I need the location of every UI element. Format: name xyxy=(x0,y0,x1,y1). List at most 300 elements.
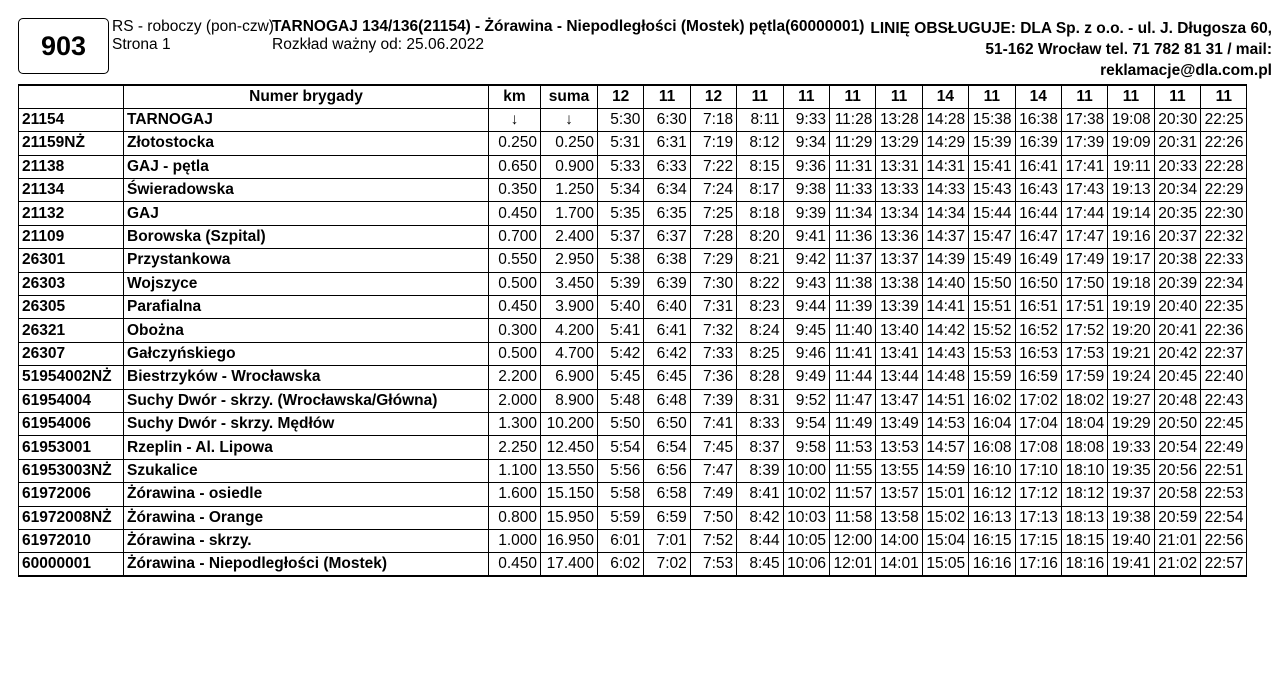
table-row xyxy=(19,366,1247,389)
brigade-number: 14 xyxy=(922,85,968,108)
stop-name: Żórawina - skrzy. xyxy=(124,529,489,552)
departure-time: 6:41 xyxy=(644,319,690,342)
departure-time: 17:49 xyxy=(1061,249,1107,272)
km-value: 0.800 xyxy=(489,506,541,529)
departure-time: 15:52 xyxy=(969,319,1015,342)
stop-code: 26305 xyxy=(19,296,124,319)
departure-time: 7:53 xyxy=(690,553,736,576)
departure-time: 7:25 xyxy=(690,202,736,225)
departure-time: 17:08 xyxy=(1015,436,1061,459)
departure-time: 5:48 xyxy=(598,389,644,412)
departure-time: 8:15 xyxy=(737,155,783,178)
departure-time: 20:45 xyxy=(1154,366,1200,389)
departure-time: 17:02 xyxy=(1015,389,1061,412)
departure-time: 14:57 xyxy=(922,436,968,459)
departure-time: 5:30 xyxy=(598,108,644,131)
departure-time: 5:58 xyxy=(598,483,644,506)
sum-value: 6.900 xyxy=(541,366,598,389)
stop-code: 21138 xyxy=(19,155,124,178)
page-number: Strona 1 xyxy=(112,36,171,53)
departure-time: 13:57 xyxy=(876,483,922,506)
departure-time: 5:41 xyxy=(598,319,644,342)
departure-time: 13:34 xyxy=(876,202,922,225)
departure-time: 14:34 xyxy=(922,202,968,225)
departure-time: 16:08 xyxy=(969,436,1015,459)
stop-name: Suchy Dwór - skrzy. Mędłów xyxy=(124,412,489,435)
departure-time: 6:50 xyxy=(644,412,690,435)
departure-time: 16:59 xyxy=(1015,366,1061,389)
departure-time: 10:02 xyxy=(783,483,829,506)
departure-time: 7:32 xyxy=(690,319,736,342)
departure-time: 13:44 xyxy=(876,366,922,389)
departure-time: 18:10 xyxy=(1061,459,1107,482)
departure-time: 5:45 xyxy=(598,366,644,389)
departure-time: 20:54 xyxy=(1154,436,1200,459)
departure-time: 5:34 xyxy=(598,179,644,202)
departure-time: 11:57 xyxy=(829,483,875,506)
departure-time: 9:34 xyxy=(783,132,829,155)
stop-code: 21109 xyxy=(19,225,124,248)
departure-time: 13:37 xyxy=(876,249,922,272)
departure-time: 16:02 xyxy=(969,389,1015,412)
departure-time: 14:59 xyxy=(922,459,968,482)
departure-time: 19:27 xyxy=(1108,389,1154,412)
table-row xyxy=(19,342,1247,365)
departure-time: 17:13 xyxy=(1015,506,1061,529)
departure-time: 18:16 xyxy=(1061,553,1107,576)
departure-time: 19:18 xyxy=(1108,272,1154,295)
departure-time: 13:41 xyxy=(876,342,922,365)
km-value: 2.250 xyxy=(489,436,541,459)
table-row xyxy=(19,553,1247,576)
stop-name: Żórawina - Niepodległości (Mostek) xyxy=(124,553,489,576)
schedule-type: RS - roboczy (pon-czw) xyxy=(112,18,274,35)
departure-time: 22:51 xyxy=(1201,459,1247,482)
departure-time: 15:05 xyxy=(922,553,968,576)
departure-time: 15:59 xyxy=(969,366,1015,389)
departure-time: 6:35 xyxy=(644,202,690,225)
departure-time: 17:43 xyxy=(1061,179,1107,202)
departure-time: 17:39 xyxy=(1061,132,1107,155)
departure-time: 8:22 xyxy=(737,272,783,295)
departure-time: 7:02 xyxy=(644,553,690,576)
departure-time: 9:41 xyxy=(783,225,829,248)
departure-time: 17:16 xyxy=(1015,553,1061,576)
departure-time: 8:17 xyxy=(737,179,783,202)
sum-value: 4.700 xyxy=(541,342,598,365)
departure-time: 20:48 xyxy=(1154,389,1200,412)
operator-line-2: 51-162 Wrocław tel. 71 782 81 31 / mail: xyxy=(985,41,1272,58)
brigade-number: 11 xyxy=(829,85,875,108)
departure-time: 14:53 xyxy=(922,412,968,435)
schedule-info xyxy=(112,18,274,54)
departure-time: 7:50 xyxy=(690,506,736,529)
stop-name: Suchy Dwór - skrzy. (Wrocławska/Główna) xyxy=(124,389,489,412)
km-value: 1.100 xyxy=(489,459,541,482)
departure-time: 9:39 xyxy=(783,202,829,225)
departure-time: 12:01 xyxy=(829,553,875,576)
departure-time: 14:40 xyxy=(922,272,968,295)
departure-time: 18:08 xyxy=(1061,436,1107,459)
departure-time: 8:44 xyxy=(737,529,783,552)
departure-time: 16:15 xyxy=(969,529,1015,552)
stop-code: 26307 xyxy=(19,342,124,365)
operator-line-1: LINIĘ OBSŁUGUJE: DLA Sp. z o.o. - ul. J. Długosza 60, xyxy=(870,20,1272,37)
departure-time: 8:39 xyxy=(737,459,783,482)
stop-code: 21159NŻ xyxy=(19,132,124,155)
stop-code: 21134 xyxy=(19,179,124,202)
stop-code: 61954006 xyxy=(19,412,124,435)
stop-name: Gałczyńskiego xyxy=(124,342,489,365)
sum-value: 16.950 xyxy=(541,529,598,552)
departure-time: 14:37 xyxy=(922,225,968,248)
departure-time: 7:18 xyxy=(690,108,736,131)
departure-time: 16:04 xyxy=(969,412,1015,435)
departure-time: 20:50 xyxy=(1154,412,1200,435)
departure-time: 19:33 xyxy=(1108,436,1154,459)
departure-time: 9:52 xyxy=(783,389,829,412)
brigade-number: 11 xyxy=(969,85,1015,108)
departure-time: 22:30 xyxy=(1201,202,1247,225)
departure-time: 16:38 xyxy=(1015,108,1061,131)
brigade-label: Numer brygady xyxy=(124,85,489,108)
departure-time: 6:59 xyxy=(644,506,690,529)
departure-time: 13:39 xyxy=(876,296,922,319)
departure-time: 22:53 xyxy=(1201,483,1247,506)
departure-time: 6:56 xyxy=(644,459,690,482)
table-row xyxy=(19,179,1247,202)
departure-time: 11:55 xyxy=(829,459,875,482)
departure-time: 16:41 xyxy=(1015,155,1061,178)
departure-time: 7:33 xyxy=(690,342,736,365)
stop-code: 60000001 xyxy=(19,553,124,576)
departure-time: 6:01 xyxy=(598,529,644,552)
departure-time: 10:00 xyxy=(783,459,829,482)
departure-time: 6:42 xyxy=(644,342,690,365)
departure-time: 11:28 xyxy=(829,108,875,131)
departure-time: 14:28 xyxy=(922,108,968,131)
departure-time: 14:39 xyxy=(922,249,968,272)
stop-code: 26303 xyxy=(19,272,124,295)
departure-time: 22:28 xyxy=(1201,155,1247,178)
departure-time: 13:31 xyxy=(876,155,922,178)
departure-time: 15:39 xyxy=(969,132,1015,155)
sum-value: 3.900 xyxy=(541,296,598,319)
departure-time: 20:56 xyxy=(1154,459,1200,482)
departure-time: 6:48 xyxy=(644,389,690,412)
departure-time: 17:47 xyxy=(1061,225,1107,248)
departure-time: 12:00 xyxy=(829,529,875,552)
departure-time: 22:43 xyxy=(1201,389,1247,412)
departure-time: 19:16 xyxy=(1108,225,1154,248)
departure-time: 9:42 xyxy=(783,249,829,272)
km-value: 0.700 xyxy=(489,225,541,248)
departure-time: 17:53 xyxy=(1061,342,1107,365)
stop-name: Szukalice xyxy=(124,459,489,482)
departure-time: 9:54 xyxy=(783,412,829,435)
departure-time: 7:41 xyxy=(690,412,736,435)
km-value: 2.000 xyxy=(489,389,541,412)
departure-time: 20:35 xyxy=(1154,202,1200,225)
brigade-number: 11 xyxy=(876,85,922,108)
table-row xyxy=(19,529,1247,552)
departure-time: 22:36 xyxy=(1201,319,1247,342)
sum-value: 2.950 xyxy=(541,249,598,272)
table-row xyxy=(19,225,1247,248)
departure-time: 17:50 xyxy=(1061,272,1107,295)
departure-time: 13:55 xyxy=(876,459,922,482)
brigade-number: 12 xyxy=(598,85,644,108)
departure-time: 16:10 xyxy=(969,459,1015,482)
departure-time: 5:56 xyxy=(598,459,644,482)
departure-time: 11:58 xyxy=(829,506,875,529)
km-value: 1.000 xyxy=(489,529,541,552)
brigade-number: 14 xyxy=(1015,85,1061,108)
departure-time: 15:50 xyxy=(969,272,1015,295)
departure-time: 21:02 xyxy=(1154,553,1200,576)
departure-time: 18:13 xyxy=(1061,506,1107,529)
stop-name: Obożna xyxy=(124,319,489,342)
departure-time: 19:38 xyxy=(1108,506,1154,529)
departure-time: 22:37 xyxy=(1201,342,1247,365)
departure-time: 11:29 xyxy=(829,132,875,155)
operator-info xyxy=(870,18,1272,81)
departure-time: 5:31 xyxy=(598,132,644,155)
departure-time: 8:11 xyxy=(737,108,783,131)
brigade-number: 11 xyxy=(1061,85,1107,108)
table-row xyxy=(19,108,1247,131)
departure-time: 22:49 xyxy=(1201,436,1247,459)
departure-time: 16:44 xyxy=(1015,202,1061,225)
departure-time: 11:44 xyxy=(829,366,875,389)
departure-time: 14:51 xyxy=(922,389,968,412)
stop-name: Borowska (Szpital) xyxy=(124,225,489,248)
departure-time: 19:11 xyxy=(1108,155,1154,178)
departure-time: 5:50 xyxy=(598,412,644,435)
departure-time: 8:31 xyxy=(737,389,783,412)
departure-time: 10:03 xyxy=(783,506,829,529)
departure-time: 7:24 xyxy=(690,179,736,202)
departure-time: 17:51 xyxy=(1061,296,1107,319)
departure-time: 17:04 xyxy=(1015,412,1061,435)
departure-time: 15:47 xyxy=(969,225,1015,248)
departure-time: 11:34 xyxy=(829,202,875,225)
stop-code: 61972006 xyxy=(19,483,124,506)
table-row xyxy=(19,272,1247,295)
sum-value: 12.450 xyxy=(541,436,598,459)
departure-time: 7:47 xyxy=(690,459,736,482)
sum-value: 0.250 xyxy=(541,132,598,155)
departure-time: 6:39 xyxy=(644,272,690,295)
valid-from: Rozkład ważny od: 25.06.2022 xyxy=(272,36,484,53)
stop-name: Biestrzyków - Wrocławska xyxy=(124,366,489,389)
departure-time: 19:29 xyxy=(1108,412,1154,435)
brigade-number: 11 xyxy=(783,85,829,108)
table-row xyxy=(19,459,1247,482)
departure-time: 22:29 xyxy=(1201,179,1247,202)
departure-time: 19:08 xyxy=(1108,108,1154,131)
departure-time: 8:23 xyxy=(737,296,783,319)
departure-time: 10:06 xyxy=(783,553,829,576)
departure-time: 19:14 xyxy=(1108,202,1154,225)
route-info xyxy=(272,18,864,54)
departure-time: 6:30 xyxy=(644,108,690,131)
departure-time: 11:47 xyxy=(829,389,875,412)
departure-time: 14:48 xyxy=(922,366,968,389)
km-value: 0.500 xyxy=(489,342,541,365)
departure-time: 16:50 xyxy=(1015,272,1061,295)
departure-time: 20:34 xyxy=(1154,179,1200,202)
departure-time: 22:33 xyxy=(1201,249,1247,272)
departure-time: 17:41 xyxy=(1061,155,1107,178)
departure-time: 6:34 xyxy=(644,179,690,202)
departure-time: 8:24 xyxy=(737,319,783,342)
brigade-number: 11 xyxy=(644,85,690,108)
departure-time: 19:24 xyxy=(1108,366,1154,389)
departure-time: 5:59 xyxy=(598,506,644,529)
departure-time: 13:53 xyxy=(876,436,922,459)
departure-time: 22:57 xyxy=(1201,553,1247,576)
departure-time: 7:22 xyxy=(690,155,736,178)
departure-time: 13:38 xyxy=(876,272,922,295)
km-value: 0.500 xyxy=(489,272,541,295)
departure-time: 13:33 xyxy=(876,179,922,202)
sum-value: 4.200 xyxy=(541,319,598,342)
stop-code: 61972010 xyxy=(19,529,124,552)
departure-time: 20:31 xyxy=(1154,132,1200,155)
stop-code: 61954004 xyxy=(19,389,124,412)
stop-code: 26301 xyxy=(19,249,124,272)
sum-value: 1.250 xyxy=(541,179,598,202)
departure-time: 19:13 xyxy=(1108,179,1154,202)
departure-time: 5:33 xyxy=(598,155,644,178)
departure-time: 8:18 xyxy=(737,202,783,225)
departure-time: 20:30 xyxy=(1154,108,1200,131)
brigade-number: 11 xyxy=(737,85,783,108)
sum-value: 17.400 xyxy=(541,553,598,576)
departure-time: 8:28 xyxy=(737,366,783,389)
departure-time: 17:10 xyxy=(1015,459,1061,482)
departure-time: 7:49 xyxy=(690,483,736,506)
departure-time: 15:01 xyxy=(922,483,968,506)
sum-value: 8.900 xyxy=(541,389,598,412)
table-row xyxy=(19,389,1247,412)
departure-time: 13:58 xyxy=(876,506,922,529)
departure-time: 9:49 xyxy=(783,366,829,389)
departure-time: 7:31 xyxy=(690,296,736,319)
departure-time: 5:40 xyxy=(598,296,644,319)
departure-time: 22:25 xyxy=(1201,108,1247,131)
departure-time: 15:02 xyxy=(922,506,968,529)
departure-time: 13:47 xyxy=(876,389,922,412)
departure-time: 5:38 xyxy=(598,249,644,272)
departure-time: 16:51 xyxy=(1015,296,1061,319)
departure-time: 15:53 xyxy=(969,342,1015,365)
departure-time: 22:56 xyxy=(1201,529,1247,552)
departure-time: 20:40 xyxy=(1154,296,1200,319)
departure-time: 20:39 xyxy=(1154,272,1200,295)
departure-time: 16:52 xyxy=(1015,319,1061,342)
departure-time: 14:41 xyxy=(922,296,968,319)
departure-time: 15:04 xyxy=(922,529,968,552)
table-row xyxy=(19,155,1247,178)
departure-time: 17:52 xyxy=(1061,319,1107,342)
departure-time: 8:37 xyxy=(737,436,783,459)
brigade-number: 11 xyxy=(1108,85,1154,108)
departure-time: 22:34 xyxy=(1201,272,1247,295)
departure-time: 11:39 xyxy=(829,296,875,319)
departure-time: 19:19 xyxy=(1108,296,1154,319)
sum-value: 0.900 xyxy=(541,155,598,178)
departure-time: 8:33 xyxy=(737,412,783,435)
departure-time: 7:45 xyxy=(690,436,736,459)
departure-time: 19:20 xyxy=(1108,319,1154,342)
departure-time: 13:28 xyxy=(876,108,922,131)
departure-time: 22:35 xyxy=(1201,296,1247,319)
brigade-number: 11 xyxy=(1201,85,1247,108)
route-title: TARNOGAJ 134/136(21154) - Żórawina - Niepodległości (Mostek) pętla(60000001) xyxy=(272,18,865,35)
departure-time: 19:37 xyxy=(1108,483,1154,506)
table-row xyxy=(19,132,1247,155)
departure-time: 11:31 xyxy=(829,155,875,178)
table-row xyxy=(19,202,1247,225)
table-row xyxy=(19,483,1247,506)
departure-time: 17:44 xyxy=(1061,202,1107,225)
departure-time: 14:31 xyxy=(922,155,968,178)
km-value: 1.600 xyxy=(489,483,541,506)
departure-time: 14:29 xyxy=(922,132,968,155)
departure-time: 14:00 xyxy=(876,529,922,552)
departure-time: 20:41 xyxy=(1154,319,1200,342)
stop-name: Żórawina - osiedle xyxy=(124,483,489,506)
line-number: 903 xyxy=(40,30,87,61)
departure-time: 18:04 xyxy=(1061,412,1107,435)
departure-time: 11:40 xyxy=(829,319,875,342)
departure-time: 5:37 xyxy=(598,225,644,248)
departure-time: 6:45 xyxy=(644,366,690,389)
stop-code: 61953003NŻ xyxy=(19,459,124,482)
departure-time: 17:38 xyxy=(1061,108,1107,131)
departure-time: 16:49 xyxy=(1015,249,1061,272)
departure-time: 7:28 xyxy=(690,225,736,248)
departure-time: 16:53 xyxy=(1015,342,1061,365)
departure-time: 16:12 xyxy=(969,483,1015,506)
down-arrow-icon: ↓ xyxy=(489,108,541,131)
departure-time: 19:41 xyxy=(1108,553,1154,576)
departure-time: 20:38 xyxy=(1154,249,1200,272)
brigade-number: 12 xyxy=(690,85,736,108)
km-value: 0.250 xyxy=(489,132,541,155)
departure-time: 7:30 xyxy=(690,272,736,295)
km-value: 1.300 xyxy=(489,412,541,435)
departure-time: 16:16 xyxy=(969,553,1015,576)
stop-name: Żórawina - Orange xyxy=(124,506,489,529)
sum-value: 1.700 xyxy=(541,202,598,225)
header-code-cell xyxy=(19,85,124,108)
sum-header: suma xyxy=(541,85,598,108)
km-value: 0.650 xyxy=(489,155,541,178)
stop-name: Przystankowa xyxy=(124,249,489,272)
km-value: 0.300 xyxy=(489,319,541,342)
departure-time: 14:01 xyxy=(876,553,922,576)
table-row xyxy=(19,296,1247,319)
departure-time: 22:32 xyxy=(1201,225,1247,248)
departure-time: 17:12 xyxy=(1015,483,1061,506)
departure-time: 19:35 xyxy=(1108,459,1154,482)
stop-name: Parafialna xyxy=(124,296,489,319)
departure-time: 11:41 xyxy=(829,342,875,365)
departure-time: 8:25 xyxy=(737,342,783,365)
